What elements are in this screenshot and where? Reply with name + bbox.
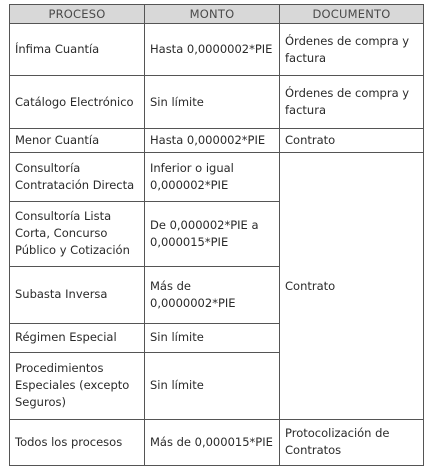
cell-proceso: Ínfima Cuantía — [10, 24, 145, 76]
cell-documento: Contrato — [280, 128, 424, 153]
cell-monto: Hasta 0,000002*PIE — [145, 128, 280, 153]
procurement-table-container — [9, 4, 423, 466]
table-header-row — [10, 5, 424, 24]
cell-proceso: Consultoría Lista Corta, Concurso Público y Cotización — [10, 201, 145, 266]
cell-proceso: Todos los procesos — [10, 419, 145, 465]
cell-documento-merged: Contrato — [280, 153, 424, 419]
cell-proceso: Régimen Especial — [10, 323, 145, 352]
cell-monto: Sin límite — [145, 76, 280, 128]
cell-monto: De 0,000002*PIE a 0,000015*PIE — [145, 201, 280, 266]
cell-proceso: Procedimientos Especiales (excepto Seguros) — [10, 352, 145, 419]
cell-documento: Protocolización de Contratos — [280, 419, 424, 465]
cell-documento: Órdenes de compra y factura — [280, 76, 424, 128]
cell-proceso: Catálogo Electrónico — [10, 76, 145, 128]
cell-monto: Sin límite — [145, 323, 280, 352]
header-proceso: PROCESO — [10, 5, 145, 24]
cell-monto: Más de 0,0000002*PIE — [145, 266, 280, 323]
table-row — [10, 24, 424, 76]
cell-monto: Inferior o igual 0,000002*PIE — [145, 153, 280, 201]
header-monto: MONTO — [145, 5, 280, 24]
procurement-table — [9, 4, 424, 466]
cell-monto: Sin límite — [145, 352, 280, 419]
table-row — [10, 153, 424, 201]
cell-documento: Órdenes de compra y factura — [280, 24, 424, 76]
cell-monto: Más de 0,000015*PIE — [145, 419, 280, 465]
header-documento: DOCUMENTO — [280, 5, 424, 24]
cell-monto: Hasta 0,0000002*PIE — [145, 24, 280, 76]
table-row — [10, 76, 424, 128]
cell-proceso: Menor Cuantía — [10, 128, 145, 153]
table-row — [10, 128, 424, 153]
cell-proceso: Subasta Inversa — [10, 266, 145, 323]
table-row — [10, 419, 424, 465]
cell-proceso: Consultoría Contratación Directa — [10, 153, 145, 201]
